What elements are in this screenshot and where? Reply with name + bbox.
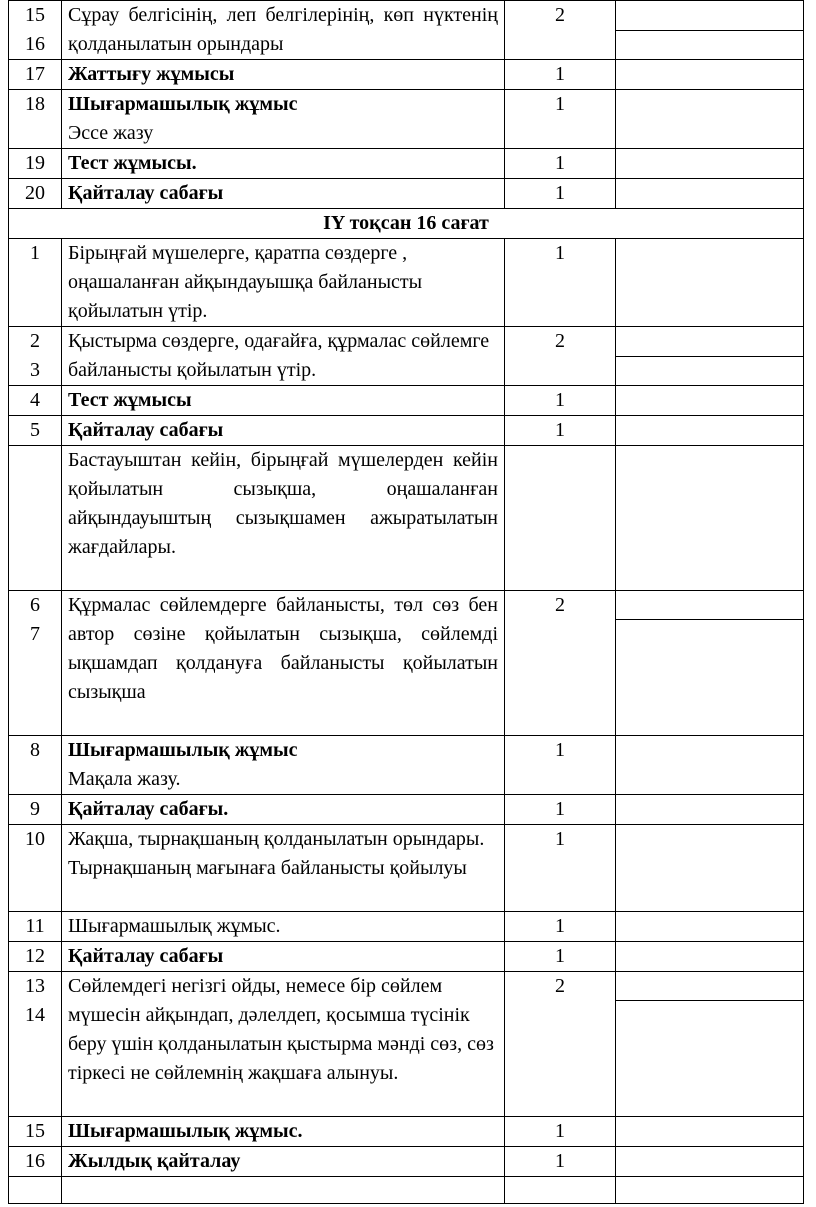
hours-cell: 1 [505,912,616,942]
row-number: 15 16 [9,1,62,60]
hours-cell: 1 [505,795,616,825]
row-number: 15 [9,1117,62,1147]
lesson-topic-title: Шығармашылық жұмыс [68,739,298,761]
row-number: 2 3 [9,327,62,386]
hours-cell: 1 [505,179,616,209]
lesson-topic: Жақша, тырнақшаның қолданылатын орындары. Тырнақшаның мағынаға байланысты қойылуы [62,825,505,912]
row-number: 16 [9,1147,62,1177]
hours-cell: 1 [505,736,616,795]
hours-cell: 2 [505,327,616,386]
hours-cell: 1 [505,386,616,416]
empty-cell [616,972,804,1001]
row-number: 19 [9,149,62,179]
lesson-topic: Қайталау сабағы [62,179,505,209]
row-number-empty [9,1177,62,1204]
empty-cell [616,30,804,60]
empty-cell [616,736,804,795]
hours-cell: 1 [505,90,616,149]
lesson-topic: Құрмалас сөйлемдерге байланысты, төл сөз бен автор сөзіне қойылатын сызықша, сөйлемді ықшамдап қолдануға байланысты қойылатын сызықша [62,591,505,736]
empty-cell [616,60,804,90]
lesson-topic: Шығармашылық жұмыс. [62,1117,505,1147]
empty-cell [616,795,804,825]
empty-cell [616,90,804,149]
lesson-topic: Тест жұмысы. [62,149,505,179]
empty-cell [616,1147,804,1177]
row-number: 5 [9,416,62,446]
lesson-topic-subtitle: Мақала жазу. [68,768,181,790]
lesson-plan-table [8,0,804,1204]
hours-cell: 1 [505,825,616,912]
lesson-topic: Тест жұмысы [62,386,505,416]
empty-cell [616,416,804,446]
row-number: 12 [9,942,62,972]
empty-cell [616,386,804,416]
lesson-topic-empty [62,1177,505,1204]
hours-cell: 1 [505,60,616,90]
hours-cell: 2 [505,1,616,60]
hours-cell-empty [505,1177,616,1204]
lesson-topic: Қайталау сабағы [62,416,505,446]
row-number-empty [9,446,62,591]
empty-cell [616,327,804,357]
lesson-topic [62,90,505,149]
row-number: 13 14 [9,972,62,1117]
lesson-topic [62,736,505,795]
lesson-topic: Жаттығу жұмысы [62,60,505,90]
empty-cell [616,356,804,386]
row-number: 6 7 [9,591,62,736]
empty-cell [616,149,804,179]
empty-cell [616,1,804,31]
hours-cell: 1 [505,149,616,179]
empty-cell [616,825,804,912]
row-number: 18 [9,90,62,149]
lesson-topic: Жылдық қайталау [62,1147,505,1177]
lesson-topic: Бастауыштан кейін, бірыңғай мүшелерден кейін қойылатын сызықша, оңашаланған айқындауыштың сызықшамен ажыратылатын жағдайлары. [62,446,505,591]
row-number: 10 [9,825,62,912]
hours-cell: 1 [505,239,616,327]
lesson-topic: Қыстырма сөздерге, одағайға, құрмалас сөйлемге байланысты қойылатын үтір. [62,327,505,386]
hours-cell: 1 [505,942,616,972]
empty-cell [616,446,804,591]
hours-cell: 1 [505,416,616,446]
quarter-heading: IY тоқсан 16 сағат [9,209,804,239]
lesson-topic: Қайталау сабағы. [62,795,505,825]
empty-cell [616,591,804,620]
empty-cell [616,179,804,209]
empty-cell [616,1117,804,1147]
lesson-topic: Сұрау белгісінің, леп белгілерінің, көп нүктенің қолданылатын орындары [62,1,505,60]
row-number: 1 [9,239,62,327]
row-number: 20 [9,179,62,209]
lesson-topic: Бірыңғай мүшелерге, қаратпа сөздерге , оңашаланған айқындауышқа байланысты қойылатын үтір. [62,239,505,327]
empty-cell [616,1177,804,1204]
lesson-topic-title: Шығармашылық жұмыс [68,93,298,115]
row-number: 11 [9,912,62,942]
row-number: 4 [9,386,62,416]
lesson-topic: Сөйлемдегі негізгі ойды, немесе бір сөйлем мүшесін айқындап, дәлелдеп, қосымша түсінік беру үшін қолданылатын қыстырма мәнді сөз, сөз тіркесі не сөйлемнің жақшаға алынуы. [62,972,505,1117]
empty-cell [616,239,804,327]
empty-cell [616,620,804,736]
hours-cell: 1 [505,1117,616,1147]
empty-cell [616,942,804,972]
lesson-topic-subtitle: Эссе жазу [68,122,154,144]
hours-cell: 1 [505,1147,616,1177]
lesson-topic: Шығармашылық жұмыс. [62,912,505,942]
lesson-topic: Қайталау сабағы [62,942,505,972]
hours-cell-empty [505,446,616,591]
row-number: 17 [9,60,62,90]
empty-cell [616,1001,804,1117]
hours-cell: 2 [505,972,616,1117]
row-number: 9 [9,795,62,825]
empty-cell [616,912,804,942]
hours-cell: 2 [505,591,616,736]
row-number: 8 [9,736,62,795]
